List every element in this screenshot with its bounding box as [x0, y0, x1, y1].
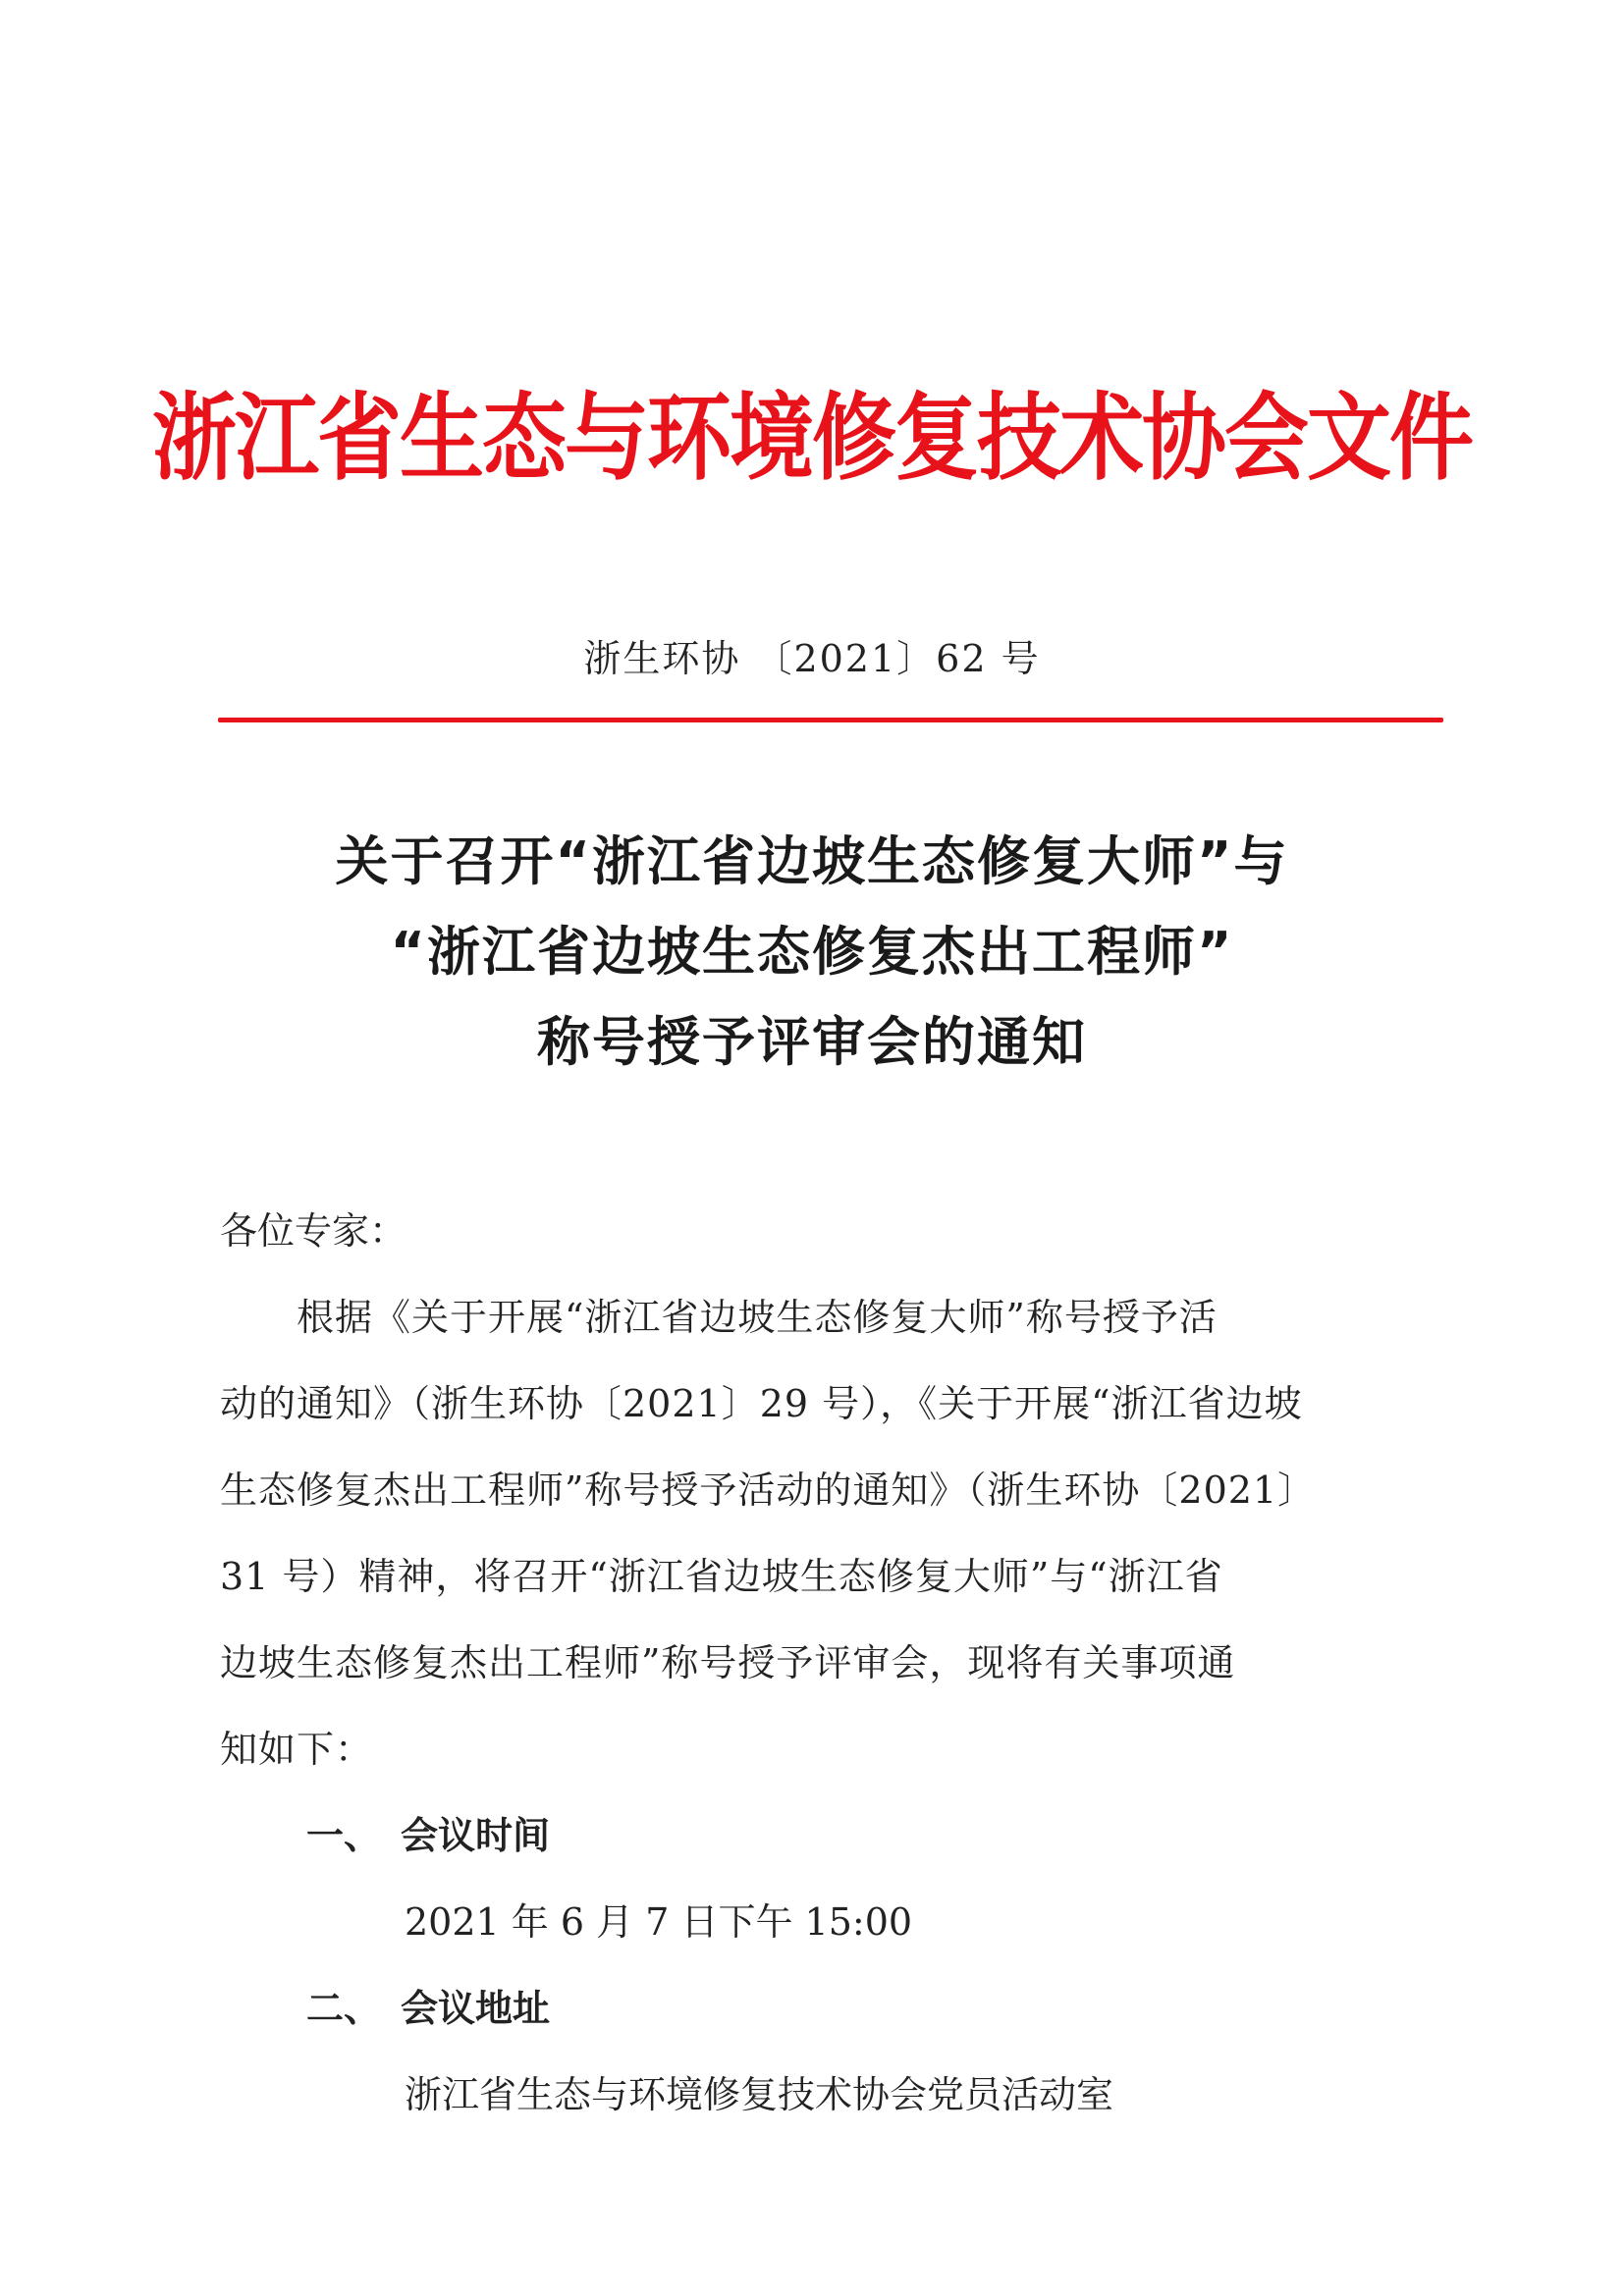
- paragraph-line: 根据《关于开展“浙江省边坡生态修复大师”称号授予活: [220, 1296, 1218, 1339]
- organization-header: 浙江省生态与环境修复技术协会文件: [152, 382, 1472, 495]
- section-title: 会议时间: [401, 1814, 551, 1857]
- meeting-time-value: 2021 年 6 月 7 日下午 15:00: [405, 1900, 913, 1944]
- section-heading-meeting-time: [220, 1792, 1418, 1879]
- paragraph-line: 知如下：: [220, 1728, 374, 1771]
- section-heading-meeting-address: [220, 1965, 1418, 2052]
- title-line-1: 关于召开“浙江省边坡生态修复大师”与: [335, 830, 1289, 892]
- paragraph-line: 动的通知》（浙生环协〔2021〕29 号），《关于开展“浙江省边坡: [220, 1382, 1303, 1425]
- red-divider-line: [218, 718, 1443, 722]
- paragraph-line: 生态修复杰出工程师”称号授予活动的通知》（浙生环协〔2021〕: [220, 1468, 1317, 1512]
- notice-title: [157, 817, 1467, 1088]
- section-title: 会议地址: [401, 1987, 551, 2030]
- section-number: 二、: [306, 1987, 382, 2030]
- title-line-3: 称号授予评审会的通知: [537, 1011, 1087, 1073]
- section-number: 一、: [306, 1814, 382, 1857]
- paragraph-line: 边坡生态修复杰出工程师”称号授予评审会，现将有关事项通: [220, 1641, 1236, 1684]
- meeting-address-value: 浙江省生态与环境修复技术协会党员活动室: [405, 2073, 1114, 2116]
- document-number: 浙生环协 〔2021〕62 号: [583, 637, 1041, 680]
- title-line-2: “浙江省边坡生态修复杰出工程师”: [390, 921, 1234, 983]
- notice-body: [220, 1188, 1418, 2138]
- intro-paragraph: [220, 1274, 1418, 1792]
- salutation: 各位专家：: [220, 1209, 407, 1253]
- paragraph-line: 31 号）精神，将召开“浙江省边坡生态修复大师”与“浙江省: [220, 1555, 1223, 1598]
